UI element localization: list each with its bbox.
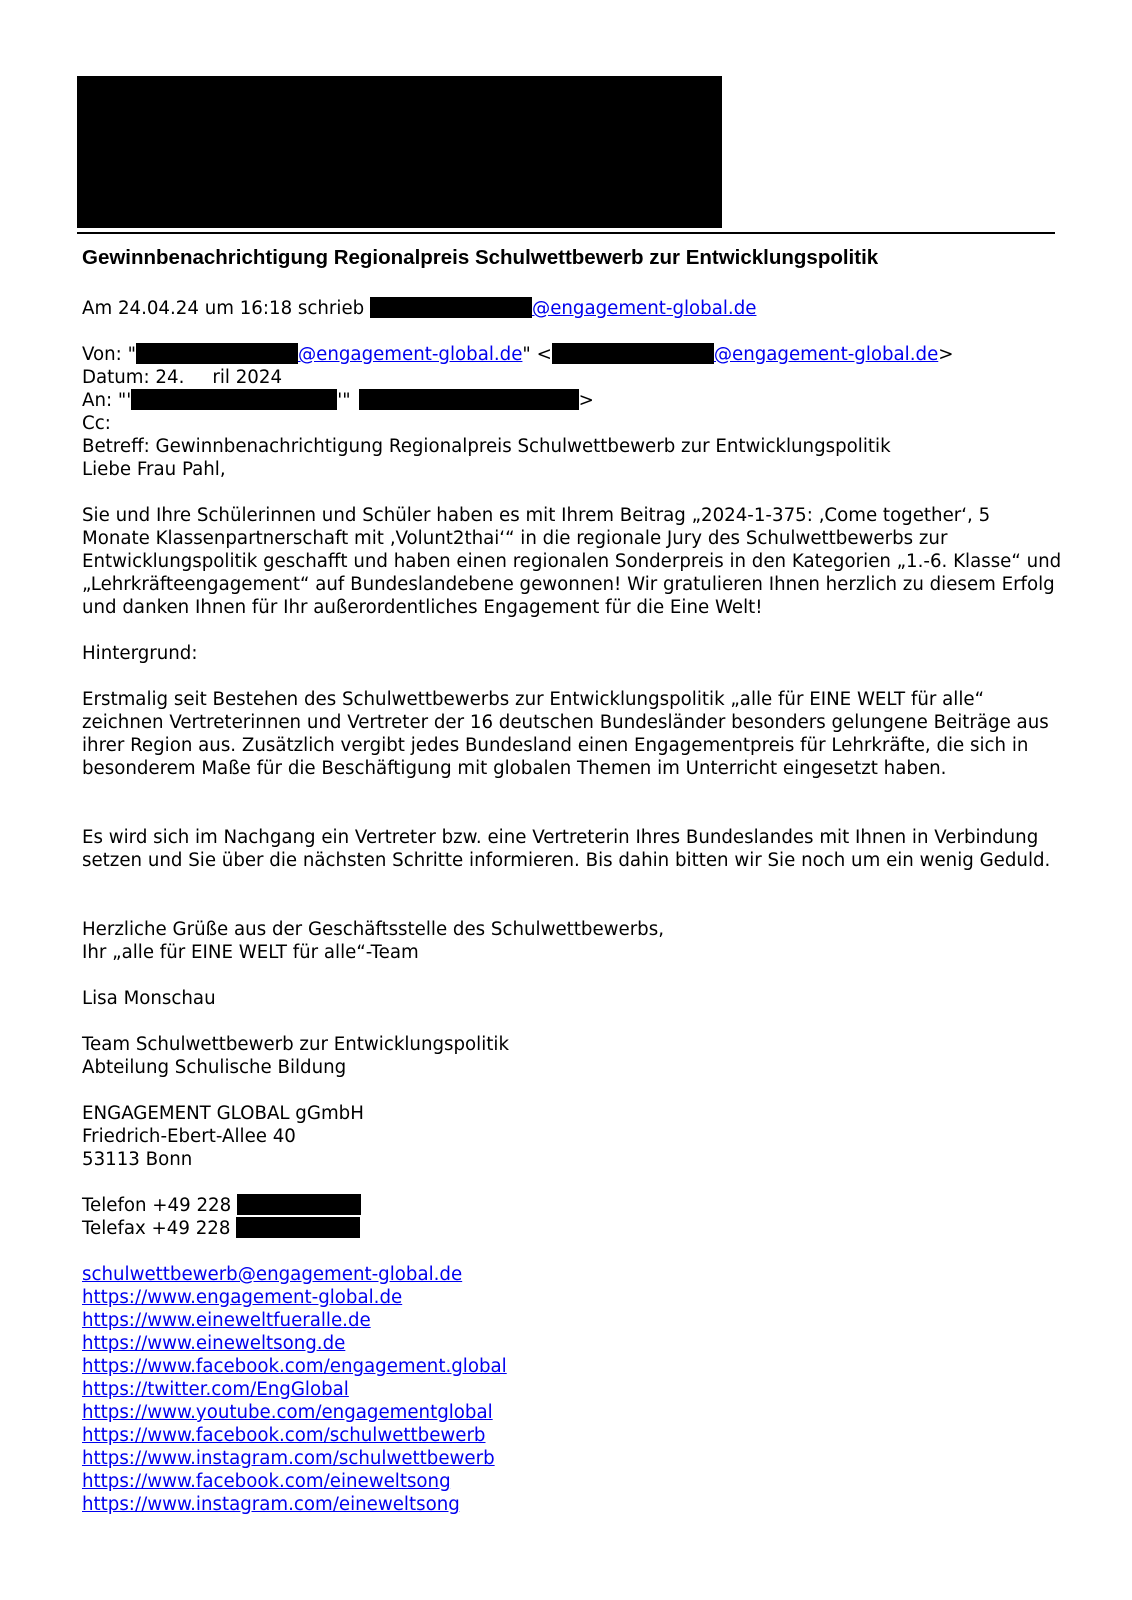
closing-line-1: Herzliche Grüße aus der Geschäftsstelle des Schulwettbewerbs, xyxy=(82,919,664,940)
signature-city: 53113 Bonn xyxy=(82,1149,193,1170)
reply-email-link[interactable]: @engagement-global.de xyxy=(532,298,757,319)
signature-name: Lisa Monschau xyxy=(82,988,216,1009)
link-email[interactable]: schulwettbewerb@engagement-global.de xyxy=(82,1264,463,1285)
signature-department: Abteilung Schulische Bildung xyxy=(82,1057,347,1078)
link-youtube[interactable]: https://www.youtube.com/engagementglobal xyxy=(82,1402,493,1423)
link-facebook-engagement[interactable]: https://www.facebook.com/engagement.global xyxy=(82,1356,507,1377)
von-label: Von: " xyxy=(82,344,136,365)
reply-prefix: Am 24.04.24 um 16:18 schrieb xyxy=(82,298,365,319)
redaction-sender xyxy=(370,297,532,318)
datum-rest: ril 2024 xyxy=(212,367,283,388)
von-mid: " < xyxy=(522,344,552,365)
redaction-an-name xyxy=(131,389,337,410)
datum-label: Datum: 24. xyxy=(82,367,185,388)
signature-team: Team Schulwettbewerb zur Entwicklungspolitik xyxy=(82,1034,509,1055)
header-cc: Cc: xyxy=(82,413,111,434)
body-paragraph-1: Sie und Ihre Schülerinnen und Schüler haben es mit Ihrem Beitrag „2024-1-375: ‚Come together‘, 5 Monate Klassenpartnerschaft mit ‚Volunt2thai‘“ in die regionale Jury des Schulwettbewerbs zur Entwicklungspolitik geschafft und haben einen regionalen Sonderpreis in den Kategorien „1.-6. Klasse“ und „Lehrkräfteengagement“ auf Bundeslandebene gewonnen! Wir gratulieren Ihnen herzlich zu diesem Erfolg und danken Ihnen für Ihr außerordentliches Engagement für die Eine Welt! xyxy=(82,505,1062,618)
greeting: Liebe Frau Pahl, xyxy=(82,459,226,480)
link-instagram-eineweltsong[interactable]: https://www.instagram.com/eineweltsong xyxy=(82,1494,460,1515)
body-paragraph-3: Es wird sich im Nachgang ein Vertreter bzw. eine Vertreterin Ihres Bundeslandes mit Ihnen in Verbindung setzen und Sie über die nächsten Schritte informieren. Bis dahin bitten wir Sie noch um ein wenig Geduld. xyxy=(82,827,1051,871)
link-instagram-schulwettbewerb[interactable]: https://www.instagram.com/schulwettbewerb xyxy=(82,1448,495,1469)
signature-fax xyxy=(82,1217,360,1240)
link-engagement-global[interactable]: https://www.engagement-global.de xyxy=(82,1287,403,1308)
hintergrund-label: Hintergrund: xyxy=(82,643,198,664)
reply-line xyxy=(82,297,756,320)
redaction-von-address xyxy=(552,343,714,364)
email-subject: Gewinnbenachrichtigung Regionalpreis Schulwettbewerb zur Entwicklungspolitik xyxy=(82,246,879,269)
an-mid: '" xyxy=(337,390,351,411)
link-facebook-schulwettbewerb[interactable]: https://www.facebook.com/schulwettbewerb xyxy=(82,1425,486,1446)
header-an xyxy=(82,389,594,412)
redaction-fax xyxy=(236,1217,360,1238)
redaction-von-name xyxy=(136,343,298,364)
link-twitter[interactable]: https://twitter.com/EngGlobal xyxy=(82,1379,349,1400)
link-facebook-eineweltsong[interactable]: https://www.facebook.com/eineweltsong xyxy=(82,1471,451,1492)
header-betreff: Betreff: Gewinnbenachrichtigung Regionalpreis Schulwettbewerb zur Entwicklungspolitik xyxy=(82,436,891,457)
header-von xyxy=(82,343,954,366)
closing-line-2: Ihr „alle für EINE WELT für alle“-Team xyxy=(82,942,419,963)
link-eineweltfueralle[interactable]: https://www.eineweltfueralle.de xyxy=(82,1310,371,1331)
an-label: An: "' xyxy=(82,390,132,411)
signature-street: Friedrich-Ebert-Allee 40 xyxy=(82,1126,296,1147)
body-paragraph-2: Erstmalig seit Bestehen des Schulwettbewerbs zur Entwicklungspolitik „alle für EINE WELT für alle“ zeichnen Vertreterinnen und Vertreter der 16 deutschen Bundesländer besonders gelungene Beiträge aus ihrer Region aus. Zusätzlich vergibt jedes Bundesland einen Engagementpreis für Lehrkräfte, die sich in besonderem Maße für die Beschäftigung mit globalen Themen im Unterricht eingesetzt haben. xyxy=(82,689,1049,779)
von-end: > xyxy=(938,344,954,365)
redaction-phone xyxy=(237,1194,361,1215)
redaction-an-address xyxy=(359,389,579,410)
header-datum xyxy=(82,366,282,389)
header-divider xyxy=(77,232,1055,234)
signature-phone xyxy=(82,1194,361,1217)
phone-label: Telefon +49 228 xyxy=(82,1195,232,1216)
von-email-link[interactable]: @engagement-global.de xyxy=(297,344,523,365)
von-email-link-2[interactable]: @engagement-global.de xyxy=(713,344,939,365)
link-eineweltsong[interactable]: https://www.eineweltsong.de xyxy=(82,1333,346,1354)
fax-label: Telefax +49 228 xyxy=(82,1218,231,1239)
an-end: > xyxy=(578,390,594,411)
signature-org: ENGAGEMENT GLOBAL gGmbH xyxy=(82,1103,364,1124)
redaction-block-header xyxy=(77,76,722,228)
